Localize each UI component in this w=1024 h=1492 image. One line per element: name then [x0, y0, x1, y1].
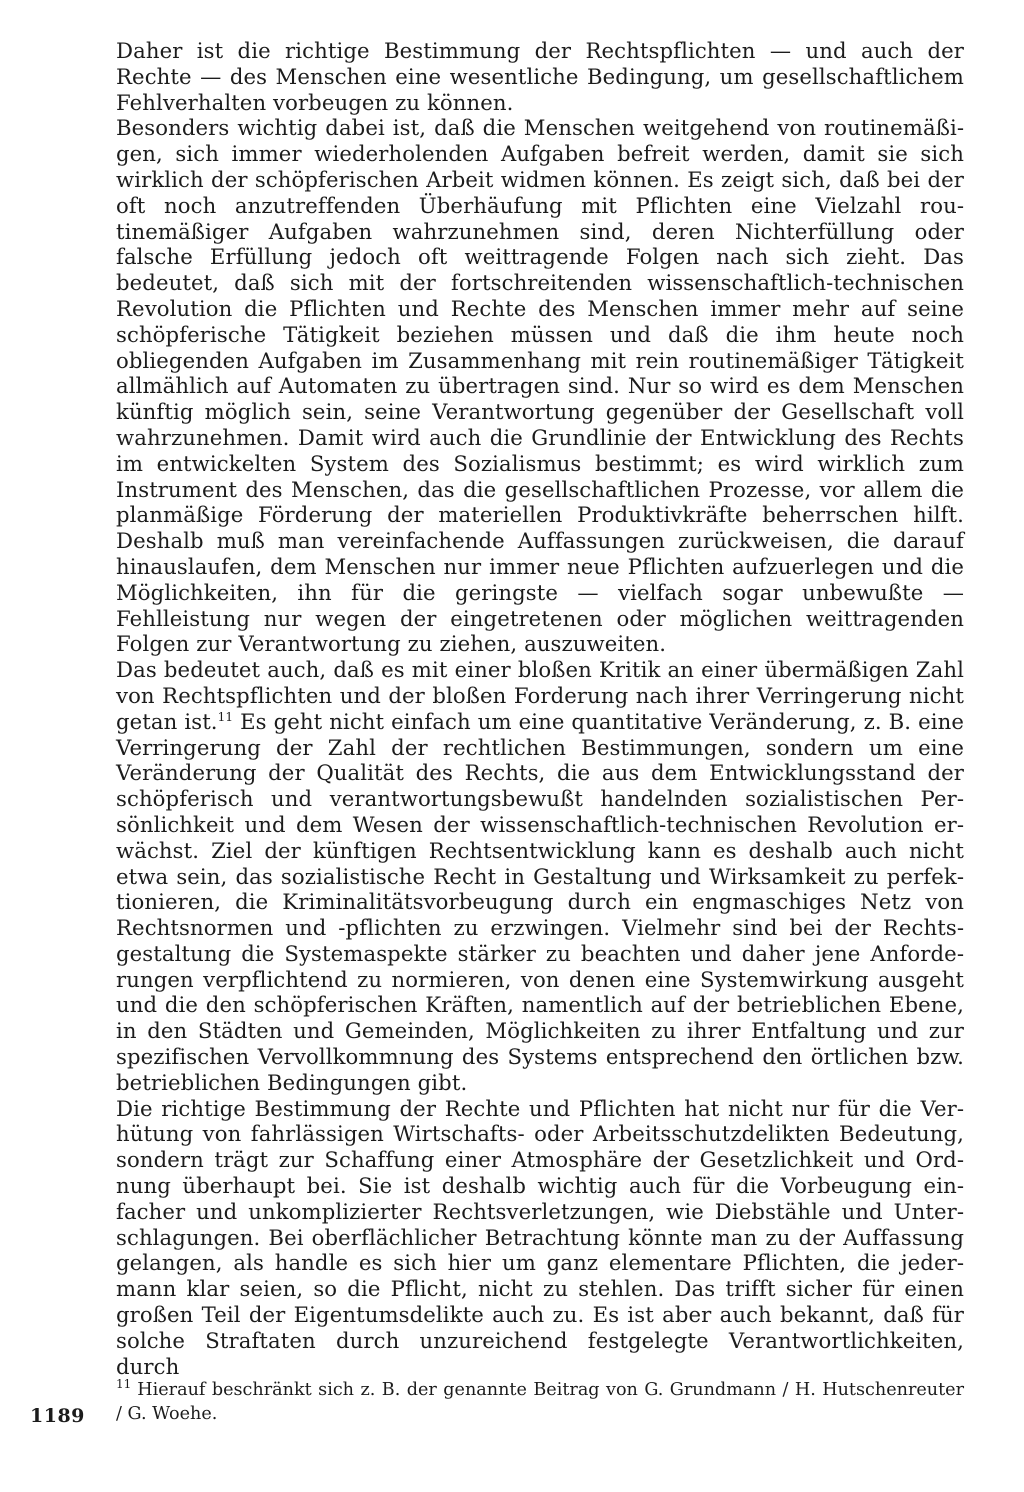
footnote-number: 11: [116, 1377, 132, 1392]
page-number: 1189: [30, 1405, 85, 1427]
footnote-reference[interactable]: 11: [217, 709, 234, 724]
page-body: [116, 38, 964, 1379]
footnote-text: Hierauf beschränkt sich z. B. der genannte Beitrag von G. Grundmann / H. Hutschenreuter / G. Woehe.: [116, 1380, 964, 1424]
paragraph-1: Daher ist die richtige Bestimmung der Rechtspflichten — und auch der Rechte — des Menschen eine wesentliche Bedingung, um gesellschaftlichem Fehlverhalten vorbeugen zu können.: [116, 38, 964, 115]
paragraph-3: [116, 657, 964, 1096]
paragraph-2: Besonders wichtig dabei ist, daß die Menschen weitgehend von routinemäßigen, sich immer wiederholenden Aufgaben befreit werden, damit sie sich wirklich der schöpferischen Arbeit widmen können. Es zeigt sich, daß bei der oft noch anzutreffenden Überhäufung mit Pflichten eine Vielzahl routinemäßiger Aufgaben wahrzunehmen sind, deren Nichterfüllung oder falsche Erfüllung jedoch oft weittragende Folgen nach sich zieht. Das bedeutet, daß sich mit der fortschreitenden wissenschaftlich-technischen Revolution die Pflichten und Rechte des Menschen immer mehr auf seine schöpferische Tätigkeit beziehen müssen und daß die ihm heute noch obliegenden Aufgaben im Zusammenhang mit rein routinemäßiger Tätigkeit allmählich auf Automaten zu übertragen sind. Nur so wird es dem Menschen künftig möglich sein, seine Verantwortung gegenüber der Gesellschaft voll wahrzunehmen. Damit wird auch die Grundlinie der Entwicklung des Rechts im entwickelten System des Sozialismus bestimmt; es wird wirklich zum Instrument des Menschen, das die gesellschaftlichen Prozesse, vor allem die planmäßige Förderung der materiellen Produktivkräfte beherrschen hilft. Deshalb muß man vereinfachende Auffassungen zurückweisen, die darauf hinauslaufen, dem Menschen nur immer neue Pflichten aufzuerlegen und die Möglichkeiten, ihn für die geringste — vielfach sogar unbewußte — Fehlleistung nur wegen der eingetretenen oder möglichen weittragenden Folgen zur Verantwortung zu ziehen, auszuweiten.: [116, 115, 964, 657]
paragraph-3-text: Das bedeutet auch, daß es mit einer bloßen Kritik an einer übermäßigen Zahl von Rechtspflichten und der bloßen Forderung nach ihrer Verringerung nicht getan ist.: [116, 657, 964, 734]
paragraph-4: Die richtige Bestimmung der Rechte und Pflichten hat nicht nur für die Verhütung von fahrlässigen Wirtschafts- oder Arbeitsschutzdelikten Bedeutung, sondern trägt zur Schaffung einer Atmosphäre der Gesetzlichkeit und Ordnung überhaupt bei. Sie ist deshalb wichtig auch für die Vorbeugung einfacher und unkomplizierter Rechtsverletzungen, wie Diebstähle und Unterschlagungen. Bei oberflächlicher Betrachtung könnte man zu der Auffassung gelangen, als handle es sich hier um ganz elementare Pflichten, die jedermann klar seien, so die Pflicht, nicht zu stehlen. Das trifft sicher für einen großen Teil der Eigentumsdelikte auch zu. Es ist aber auch bekannt, daß für solche Straftaten durch unzureichend festgelegte Verantwortlichkeiten, durch: [116, 1095, 964, 1379]
footnote: [116, 1378, 964, 1426]
paragraph-3-continuation: Es geht nicht einfach um eine quantitative Veränderung, z. B. eine Verringerung der Zahl der rechtlichen Bestimmungen, sondern um eine Veränderung der Qualität des Rechts, die aus dem Entwicklungsstand der schöpferisch und verantwortungsbewußt handelnden sozialistischen Persönlichkeit und dem Wesen der wissenschaftlich-technischen Revolution erwächst. Ziel der künftigen Rechtsentwicklung kann es deshalb auch nicht etwa sein, das sozialistische Recht in Gestaltung und Wirksamkeit zu perfektionieren, die Kriminalitätsvorbeugung durch ein engmaschiges Netz von Rechtsnormen und -pflichten zu erzwingen. Vielmehr sind bei der Rechtsgestaltung die Systemaspekte stärker zu beachten und daher jene Anforderungen verpflichtend zu normieren, von denen eine Systemwirkung ausgeht und die den schöpferischen Kräften, namentlich auf der betrieblichen Ebene, in den Städten und Gemeinden, Möglichkeiten zu ihrer Entfaltung und zur spezifischen Vervollkommnung des Systems entsprechend den örtlichen bzw. betrieblichen Bedingungen gibt.: [116, 708, 964, 1095]
